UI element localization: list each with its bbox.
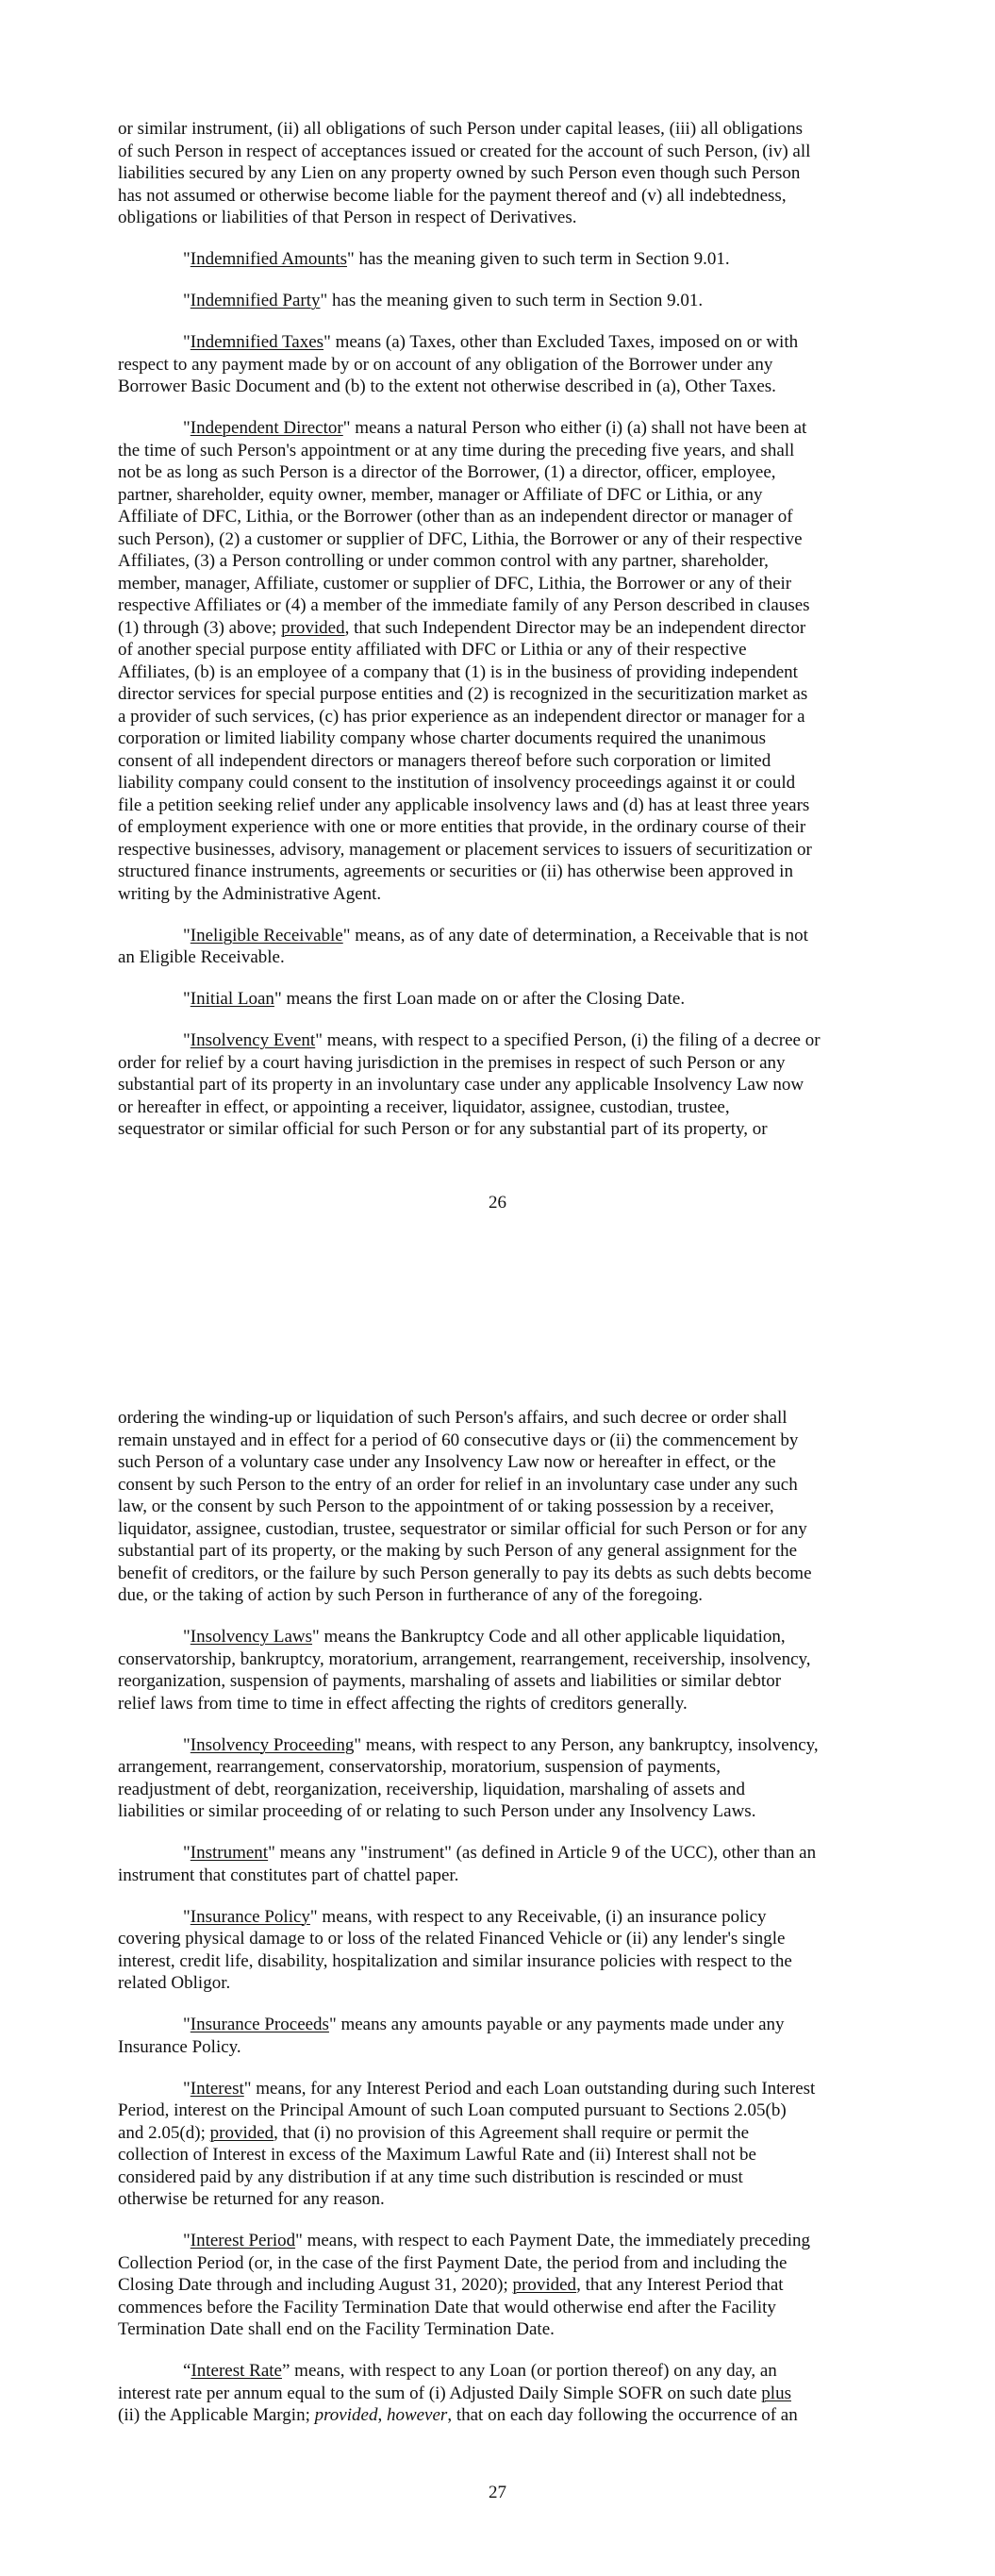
- text-segment: liquidator, assignee, custodian, trustee, sequestrator or similar official for such Person or for any: [118, 1518, 807, 1539]
- text-segment: Closing Date through and including August 31, 2020);: [118, 2275, 513, 2295]
- underlined-term: provided: [512, 2275, 577, 2295]
- text-segment: a provider of such services, (c) has prior experience as an independent director or manager for a: [118, 706, 805, 727]
- underlined-term: Interest Period: [190, 2231, 296, 2250]
- underlined-term: Insurance Proceeds: [190, 2015, 329, 2034]
- text-segment: Collection Period (or, in the case of the first Payment Date, the period from and including the: [118, 2252, 788, 2273]
- text-line: [118, 661, 891, 684]
- definition-paragraph: [118, 1626, 891, 1715]
- text-segment: ": [183, 1030, 191, 1050]
- text-segment: benefit of creditors, or the failure by such Person generally to pay its debts as such debts become: [118, 1563, 812, 1583]
- text-line: [118, 1693, 891, 1715]
- text-segment: member, manager, Affiliate, customer or supplier of DFC, Lithia, the Borrower or any of their: [118, 573, 792, 594]
- text-line: [118, 988, 891, 1011]
- definition-paragraph: [118, 988, 891, 1011]
- text-line: [118, 750, 891, 773]
- text-line: [118, 141, 891, 163]
- text-line: [118, 440, 891, 462]
- text-line: [118, 506, 891, 528]
- text-line: [118, 1096, 891, 1119]
- text-segment: structured finance instruments, agreements or securities or (ii) has otherwise been approved in: [118, 861, 793, 881]
- text-segment: considered paid by any distribution if at any time such distribution is rescinded or must: [118, 2166, 743, 2187]
- text-line: [118, 2014, 891, 2036]
- text-line: [118, 162, 891, 185]
- text-segment: consent by such Person to the entry of an order for relief in an involuntary case under any such: [118, 1474, 798, 1495]
- text-segment: reorganization, suspension of payments, marshaling of assets and liabilities or similar debtor: [118, 1671, 782, 1691]
- underlined-term: Instrument: [190, 1843, 269, 1863]
- text-line: [118, 1906, 891, 1929]
- text-line: [118, 617, 891, 640]
- text-segment: " means, with respect to any Receivable, (i) an insurance policy: [309, 1906, 767, 1927]
- text-line: [118, 1584, 891, 1607]
- text-segment: liability company could consent to the institution of insolvency proceedings against it or could: [118, 773, 796, 793]
- text-line: [118, 207, 891, 229]
- text-line: [118, 2166, 891, 2189]
- underlined-term: Insurance Policy: [190, 1906, 310, 1927]
- text-segment: “: [183, 2361, 191, 2381]
- page-number: 27: [489, 2483, 506, 2502]
- text-segment: (1) through (3) above;: [118, 617, 282, 638]
- text-segment: and 2.05(d);: [118, 2122, 210, 2143]
- text-line: [118, 550, 891, 573]
- text-line: [118, 528, 891, 551]
- text-segment: ": [183, 925, 191, 945]
- text-line: [118, 1756, 891, 1779]
- text-segment: " has the meaning given to such term in Section 9.01.: [347, 249, 730, 269]
- text-line: [118, 248, 891, 271]
- text-segment: " means (a) Taxes, other than Excluded Taxes, imposed on or with: [323, 332, 799, 352]
- underlined-term: plus: [761, 2383, 791, 2403]
- text-line: [118, 1451, 891, 1474]
- text-line: [118, 1928, 891, 1950]
- underlined-term: Indemnified Party: [190, 291, 321, 310]
- text-segment: due, or the taking of action by such Person in furtherance of any of the foregoing.: [118, 1585, 703, 1605]
- text-segment: collection of Interest in excess of the Maximum Lawful Rate and (ii) Interest shall not be: [118, 2145, 756, 2165]
- page-27-body: [118, 1407, 891, 2446]
- text-segment: respect to any payment made by or on account of any obligation of the Borrower under any: [118, 354, 773, 375]
- text-line: [118, 1865, 891, 1887]
- text-segment: Affiliates, (b) is an employee of a company that (1) is in the business of providing independent: [118, 661, 798, 682]
- text-line: [118, 1950, 891, 1973]
- text-segment: " means a natural Person who either (i) (a) shall not have been at: [342, 418, 807, 438]
- underlined-term: Insolvency Laws: [190, 1627, 313, 1647]
- text-line: [118, 1496, 891, 1518]
- text-segment: " means the Bankruptcy Code and all other applicable liquidation,: [312, 1627, 786, 1647]
- underlined-term: provided: [209, 2122, 274, 2143]
- underlined-term: Indemnified Taxes: [190, 332, 324, 352]
- text-line: [118, 2297, 891, 2319]
- text-segment: ": [183, 1843, 191, 1863]
- text-line: [118, 376, 891, 398]
- text-segment: of employment experience with one or more entities that provide, in the ordinary course of their: [118, 817, 806, 837]
- text-line: [118, 839, 891, 861]
- text-segment: otherwise be returned for any reason.: [118, 2189, 385, 2209]
- text-line: [118, 2383, 891, 2405]
- text-segment: ": [183, 332, 191, 352]
- text-segment: file a petition seeking relief under any applicable insolvency laws and (d) has at least three years: [118, 795, 810, 815]
- text-segment: not be as long as such Person is a director of the Borrower, (1) a director, officer, employee,: [118, 462, 776, 482]
- text-line: [118, 417, 891, 440]
- text-segment: ": [183, 989, 191, 1009]
- text-line: [118, 1842, 891, 1865]
- text-segment: corporation or limited liability company whose charter documents required the unanimous: [118, 728, 766, 748]
- text-line: [118, 1029, 891, 1052]
- text-line: [118, 118, 891, 141]
- text-line: [118, 594, 891, 617]
- text-segment: substantial part of its property, or the making by such Person of any general assignment for the: [118, 1541, 798, 1561]
- page-26-body: [118, 118, 891, 1160]
- definition-paragraph: [118, 2078, 891, 2211]
- definition-paragraph: [118, 331, 891, 398]
- definition-paragraph: [118, 248, 891, 271]
- text-line: [118, 185, 891, 208]
- text-segment: Affiliate of DFC, Lithia, or the Borrower (other than as an independent director or manager of: [118, 507, 793, 527]
- text-segment: Borrower Basic Document and (b) to the extent not otherwise described in (a), Other Taxes.: [118, 376, 776, 396]
- text-segment: ordering the winding-up or liquidation of such Person's affairs, and such decree or order shall: [118, 1408, 788, 1428]
- text-line: [118, 2036, 891, 2059]
- text-segment: an Eligible Receivable.: [118, 947, 285, 967]
- text-segment: " means the first Loan made on or after the Closing Date.: [274, 989, 686, 1009]
- text-segment: writing by the Administrative Agent.: [118, 883, 382, 904]
- text-segment: " has the meaning given to such term in Section 9.01.: [320, 291, 704, 310]
- text-line: [118, 946, 891, 969]
- definition-paragraph: [118, 1734, 891, 1823]
- text-line: [118, 861, 891, 883]
- text-segment: partner, shareholder, equity owner, member, manager or Affiliate of DFC or Lithia, or any: [118, 484, 763, 505]
- text-line: [118, 1563, 891, 1585]
- continued-paragraph: [118, 1407, 891, 1607]
- text-line: [118, 1734, 891, 1757]
- text-segment: (ii) the Applicable Margin;: [118, 2405, 315, 2425]
- text-segment: ": [183, 1627, 191, 1647]
- text-line: [118, 1518, 891, 1541]
- continued-paragraph: [118, 118, 891, 229]
- text-line: [118, 883, 891, 906]
- text-line: [118, 331, 891, 354]
- text-segment: or hereafter in effect, or appointing a receiver, liquidator, assignee, custodian, trustee,: [118, 1096, 730, 1117]
- text-line: [118, 772, 891, 795]
- text-segment: Period, interest on the Principal Amount of such Loan computed pursuant to Sections 2.05(b): [118, 2100, 787, 2120]
- text-segment: " means any amounts payable or any payments made under any: [328, 2015, 785, 2034]
- definition-paragraph: [118, 1842, 891, 1886]
- text-line: [118, 484, 891, 507]
- text-segment: respective Affiliates or (4) a member of the immediate family of any Person described in clauses: [118, 595, 810, 615]
- text-segment: order for relief by a court having jurisdiction in the premises in respect of such Person or any: [118, 1052, 786, 1073]
- underlined-term: Indemnified Amounts: [190, 249, 347, 269]
- text-line: [118, 706, 891, 728]
- text-segment: , that any Interest Period that: [576, 2275, 784, 2295]
- text-segment: ” means, with respect to any Loan (or portion thereof) on any day, an: [281, 2361, 777, 2381]
- text-line: [118, 2144, 891, 2166]
- page-number: 26: [489, 1193, 506, 1213]
- underlined-term: Independent Director: [190, 418, 343, 438]
- text-line: [118, 2274, 891, 2297]
- italic-term: however: [386, 2405, 448, 2425]
- text-segment: remain unstayed and in effect for a period of 60 consecutive days or (ii) the commencement by: [118, 1430, 799, 1450]
- text-segment: " means any "instrument" (as defined in Article 9 of the UCC), other than an: [268, 1843, 817, 1863]
- text-line: [118, 2188, 891, 2211]
- text-line: [118, 1626, 891, 1648]
- text-segment: commences before the Facility Termination Date that would otherwise end after the Facility: [118, 2297, 776, 2317]
- text-segment: arrangement, rearrangement, conservatorship, moratorium, suspension of payments,: [118, 1757, 721, 1777]
- text-segment: director services for special purpose entities and (2) is recognized in the securitization market as: [118, 684, 808, 704]
- underlined-term: Interest: [190, 2078, 244, 2099]
- text-line: [118, 1648, 891, 1671]
- text-segment: relief laws from time to time in effect affecting the rights of creditors generally.: [118, 1693, 688, 1714]
- text-segment: ": [183, 1734, 191, 1755]
- text-line: [118, 1474, 891, 1497]
- text-line: [118, 2099, 891, 2122]
- text-line: [118, 1118, 891, 1141]
- text-segment: " means, with respect to a specified Person, (i) the filing of a decree or: [315, 1030, 821, 1050]
- text-segment: " means, for any Interest Period and each Loan outstanding during such Interest: [243, 2078, 816, 2099]
- text-segment: such Person of a voluntary case under any Insolvency Law now or hereafter in effect, or the: [118, 1452, 776, 1472]
- definition-paragraph: [118, 925, 891, 969]
- text-segment: Affiliates, (3) a Person controlling or under common control with any partner, shareholder,: [118, 551, 769, 571]
- text-segment: consent of all independent directors or managers thereof before such corporation or limited: [118, 750, 771, 771]
- text-segment: substantial part of its property in an involuntary case under any applicable Insolvency Law now: [118, 1075, 804, 1095]
- text-line: [118, 2360, 891, 2383]
- italic-term: provided: [314, 2405, 378, 2425]
- underlined-term: Insolvency Event: [190, 1030, 316, 1050]
- text-segment: conservatorship, bankruptcy, moratorium, arrangement, rearrangement, receivership, insolvency,: [118, 1648, 811, 1669]
- text-line: [118, 683, 891, 706]
- text-line: [118, 728, 891, 750]
- text-segment: , that (i) no provision of this Agreement shall require or permit the: [274, 2122, 750, 2143]
- text-line: [118, 290, 891, 312]
- text-segment: of such Person in respect of acceptances issued or created for the account of such Person, (iv) all: [118, 141, 811, 161]
- text-line: [118, 354, 891, 376]
- text-line: [118, 573, 891, 595]
- text-line: [118, 639, 891, 661]
- text-line: [118, 1972, 891, 1995]
- text-segment: ": [183, 1906, 191, 1927]
- text-segment: ": [183, 2231, 191, 2250]
- text-line: [118, 2318, 891, 2341]
- underlined-term: Ineligible Receivable: [190, 925, 343, 945]
- definition-paragraph: [118, 2014, 891, 2058]
- text-line: [118, 1800, 891, 1823]
- text-segment: law, or the consent by such Person to the appointment of or taking possession by a receiver,: [118, 1497, 774, 1516]
- text-line: [118, 461, 891, 484]
- text-segment: " means, with respect to any Person, any bankruptcy, insolvency,: [354, 1734, 819, 1755]
- text-line: [118, 1670, 891, 1693]
- underlined-term: Insolvency Proceeding: [190, 1734, 355, 1755]
- text-segment: liabilities secured by any Lien on any property owned by such Person even though such Person: [118, 163, 801, 183]
- text-line: [118, 925, 891, 947]
- text-segment: or similar instrument, (ii) all obligations of such Person under capital leases, (iii) all obligations: [118, 119, 804, 139]
- text-segment: interest rate per annum equal to the sum of (i) Adjusted Daily Simple SOFR on such date: [118, 2383, 762, 2403]
- text-segment: ": [183, 249, 191, 269]
- text-line: [118, 1540, 891, 1563]
- text-segment: sequestrator or similar official for such Person or for any substantial part of its property, or: [118, 1119, 768, 1139]
- text-line: [118, 795, 891, 817]
- text-line: [118, 2122, 891, 2145]
- text-segment: ": [183, 2078, 191, 2099]
- text-segment: ": [183, 2015, 191, 2034]
- text-line: [118, 1052, 891, 1075]
- text-line: [118, 2252, 891, 2275]
- text-segment: Insurance Policy.: [118, 2036, 241, 2057]
- definition-paragraph: [118, 290, 891, 312]
- text-segment: " means, with respect to each Payment Date, the immediately preceding: [295, 2231, 810, 2250]
- text-segment: respective businesses, advisory, management or placement services to issuers of securitization or: [118, 839, 812, 860]
- text-line: [118, 1779, 891, 1801]
- text-line: [118, 2230, 891, 2252]
- text-line: [118, 2078, 891, 2100]
- text-segment: ": [183, 291, 191, 310]
- text-line: [118, 1430, 891, 1452]
- definition-paragraph: [118, 1906, 891, 1995]
- text-line: [118, 816, 891, 839]
- definition-paragraph: [118, 1029, 891, 1141]
- underlined-term: Initial Loan: [190, 989, 274, 1009]
- text-segment: instrument that constitutes part of chattel paper.: [118, 1865, 459, 1885]
- text-segment: related Obligor.: [118, 1973, 231, 1993]
- text-segment: Termination Date shall end on the Facility Termination Date.: [118, 2319, 555, 2339]
- text-line: [118, 1074, 891, 1096]
- text-segment: readjustment of debt, reorganization, receivership, liquidation, marshaling of assets and: [118, 1779, 745, 1799]
- text-segment: , that on each day following the occurrence of an: [447, 2405, 798, 2425]
- text-segment: obligations or liabilities of that Person in respect of Derivatives.: [118, 208, 577, 227]
- text-line: [118, 1407, 891, 1430]
- definition-paragraph: [118, 417, 891, 905]
- text-segment: liabilities or similar proceeding of or relating to such Person under any Insolvency Laws.: [118, 1801, 756, 1821]
- text-segment: such Person), (2) a customer or supplier of DFC, Lithia, the Borrower or any of their respective: [118, 528, 803, 549]
- text-segment: covering physical damage to or loss of the related Financed Vehicle or (ii) any lender's single: [118, 1929, 786, 1949]
- text-segment: , that such Independent Director may be an independent director: [344, 617, 806, 638]
- definition-paragraph: [118, 2360, 891, 2427]
- text-segment: " means, as of any date of determination, a Receivable that is not: [342, 925, 808, 945]
- underlined-term: Interest Rate: [191, 2361, 282, 2381]
- underlined-term: provided: [281, 617, 345, 638]
- text-segment: ": [183, 418, 191, 438]
- text-segment: interest, credit life, disability, hospitalization and similar insurance policies with respect to the: [118, 1950, 792, 1971]
- text-segment: ,: [377, 2405, 387, 2425]
- definition-paragraph: [118, 2230, 891, 2341]
- text-segment: has not assumed or otherwise become liable for the payment thereof and (v) all indebtedness,: [118, 185, 787, 206]
- text-line: [118, 2404, 891, 2427]
- text-segment: the time of such Person's appointment or at any time during the preceding five years, and shall: [118, 440, 795, 460]
- text-segment: of another special purpose entity affiliated with DFC or Lithia or any of their respective: [118, 640, 747, 660]
